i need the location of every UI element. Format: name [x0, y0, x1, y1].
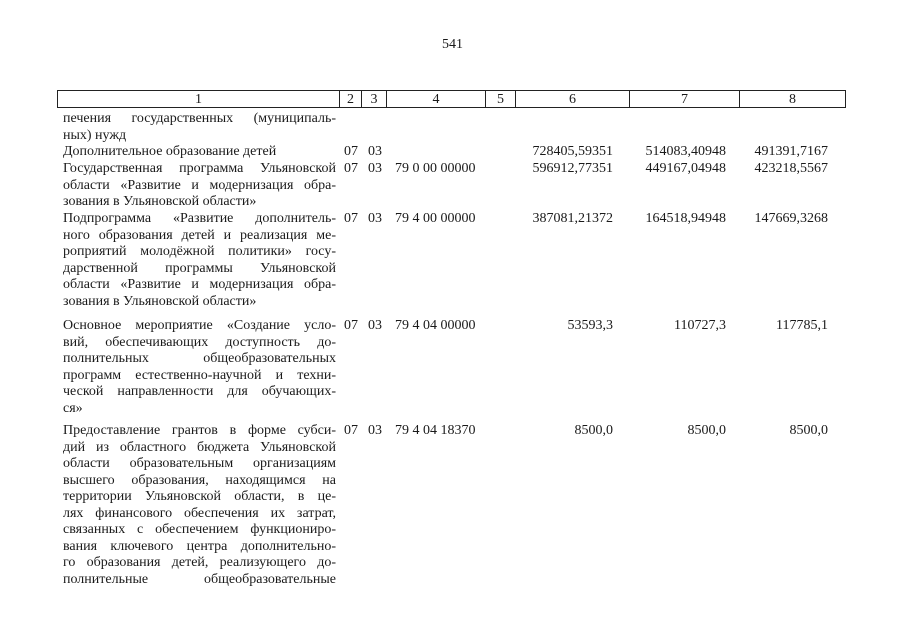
description-line: дий из областного бюджета Ульяновской — [63, 439, 336, 455]
description-line: полнительных общеобразовательных — [63, 351, 336, 366]
target-article-code: 79 4 04 00000 — [395, 318, 476, 333]
amount-col-8: 491391,7167 — [754, 144, 828, 159]
subsection-code: 03 — [368, 211, 382, 226]
amount-col-6: 387081,21372 — [532, 211, 613, 226]
page-number: 541 — [442, 37, 463, 52]
description-line: связанных с обеспечением функциониро- — [63, 522, 336, 537]
description-line: го образования детей, реализующего до- — [63, 555, 336, 570]
description-line: ческой направленности для обучающих- — [63, 384, 336, 399]
section-code: 07 — [344, 161, 358, 176]
description-line: ных) нужд — [63, 127, 127, 143]
description-line: ного образования детей и реализация ме- — [63, 227, 336, 243]
description-line: печения государственных (муниципаль- — [63, 111, 336, 126]
target-article-code: 79 0 00 00000 — [395, 161, 476, 176]
description-line: Основное мероприятие «Создание усло- — [63, 318, 336, 333]
section-code: 07 — [344, 423, 358, 438]
target-article-code: 79 4 04 18370 — [395, 423, 476, 438]
amount-col-8: 423218,5567 — [754, 161, 828, 176]
amount-col-7: 449167,04948 — [645, 161, 726, 176]
header-col-6: 6 — [515, 90, 630, 108]
description-line: высшего образования, находящимся на — [63, 472, 336, 488]
header-col-4: 4 — [386, 90, 486, 108]
description-line: лях финансового обеспечения их затрат, — [63, 505, 336, 521]
amount-col-8: 117785,1 — [776, 318, 828, 333]
subsection-code: 03 — [368, 144, 382, 159]
table-row-description — [63, 144, 336, 161]
amount-col-7: 164518,94948 — [645, 211, 726, 226]
section-code: 07 — [344, 318, 358, 333]
description-line: вий, обеспечивающих доступность до- — [63, 334, 336, 350]
table-row-description — [63, 318, 336, 417]
description-line: зования в Ульяновской области» — [63, 194, 257, 209]
amount-col-8: 147669,3268 — [754, 211, 828, 226]
description-line: полнительные общеобразовательные — [63, 571, 336, 587]
amount-col-6: 8500,0 — [574, 423, 613, 438]
header-col-3: 3 — [361, 90, 387, 108]
description-line: вания ключевого центра дополнительно- — [63, 538, 336, 554]
table-row-description — [63, 211, 336, 310]
target-article-code: 79 4 00 00000 — [395, 211, 476, 226]
description-line: дарственной программы Ульяновской — [63, 260, 336, 276]
amount-col-7: 514083,40948 — [645, 144, 726, 159]
header-col-2: 2 — [339, 90, 362, 108]
subsection-code: 03 — [368, 161, 382, 176]
subsection-code: 03 — [368, 318, 382, 333]
table-row-description — [63, 161, 336, 211]
description-line: Государственная программа Ульяновской — [63, 161, 336, 176]
table-row-description — [63, 111, 336, 144]
description-line: роприятий молодёжной политики» госу- — [63, 244, 336, 259]
subsection-code: 03 — [368, 423, 382, 438]
description-line: Дополнительное образование детей — [63, 144, 277, 159]
table-row-description — [63, 423, 336, 588]
header-col-8: 8 — [739, 90, 846, 108]
section-code: 07 — [344, 144, 358, 159]
description-line: области образовательным организациям — [63, 456, 336, 471]
header-col-1: 1 — [57, 90, 340, 108]
description-line: зования в Ульяновской области» — [63, 293, 257, 309]
amount-col-6: 53593,3 — [567, 318, 613, 333]
description-line: Предоставление грантов в форме субси- — [63, 423, 336, 438]
header-col-7: 7 — [629, 90, 740, 108]
header-col-5: 5 — [485, 90, 516, 108]
amount-col-6: 728405,59351 — [532, 144, 613, 159]
amount-col-8: 8500,0 — [789, 423, 828, 438]
description-line: ся» — [63, 400, 83, 416]
description-line: территории Ульяновской области, в це- — [63, 489, 336, 504]
amount-col-7: 110727,3 — [674, 318, 726, 333]
section-code: 07 — [344, 211, 358, 226]
description-line: Подпрограмма «Развитие дополнитель- — [63, 211, 336, 226]
description-line: области «Развитие и модернизация обра- — [63, 277, 336, 292]
amount-col-7: 8500,0 — [687, 423, 726, 438]
amount-col-6: 596912,77351 — [532, 161, 613, 176]
description-line: области «Развитие и модернизация обра- — [63, 177, 336, 193]
description-line: программ естественно-научной и техни- — [63, 367, 336, 383]
